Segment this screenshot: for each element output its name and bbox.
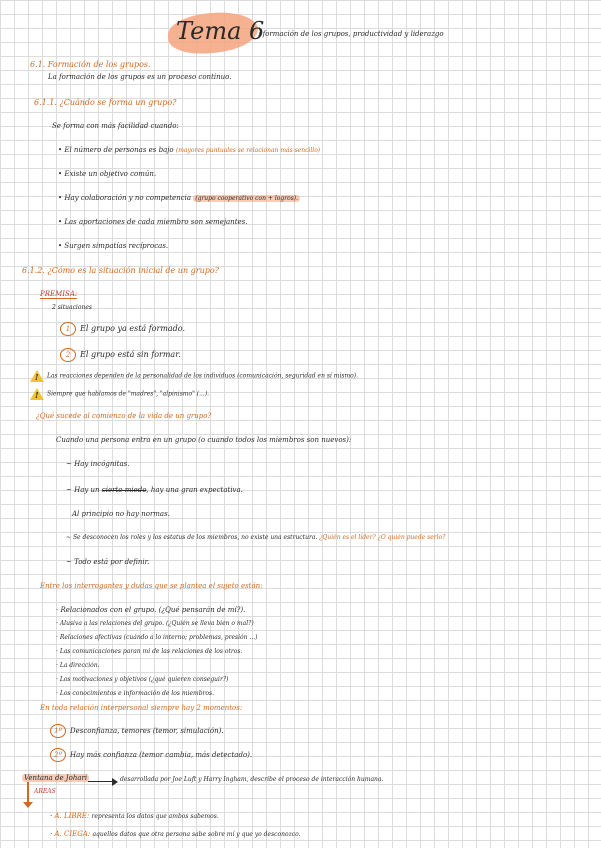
list-item: ~ Hay incógnitas.	[66, 460, 130, 468]
arrow-down-icon	[27, 782, 29, 804]
context-lead: Cuando una persona entra en un grupo (o cuando todos los miembros son nuevos):	[56, 436, 352, 444]
list-item: · La dirección.	[56, 662, 100, 669]
section-6-1-1-heading: 6.1.1. ¿Cuándo se forma un grupo?	[34, 98, 177, 107]
area-ciega: · A. CIEGA: aquellos datos que otra persona sabe sobre mí y que yo desconozco.	[50, 830, 301, 838]
list-item: ~ Hay un cierto miedo, hay una gran expectativa.	[66, 486, 243, 494]
list-item: • Existe un objetivo común.	[58, 170, 157, 178]
list-item: ~ Se desconocen los roles y los estatus de los miembros, no existe una estructura. ¿Quién es el líder? ¿O quién puede serlo?	[66, 534, 446, 541]
warning-2: !Siempre que hablamos de "madres", "alpinismo" (...).	[30, 388, 209, 400]
premise-label: PREMISA:	[40, 290, 78, 298]
page-subtitle: : formación de los grupos, productividad y liderazgo	[258, 30, 444, 38]
list-item: Al principio no hay normas.	[72, 510, 170, 518]
johari-label: Ventana de Johari	[24, 774, 88, 782]
section-6-1-intro: La formación de los grupos es un proceso continuo.	[48, 73, 232, 81]
list-item: • Surgen simpatías recíprocas.	[58, 242, 169, 250]
warning-1: !Las reacciones dependen de la personalidad de los individuos (comunicación, seguridad en sí mismo).	[30, 370, 358, 382]
section-6-1-heading: 6.1. Formación de los grupos.	[30, 60, 151, 69]
two-situations: 2 situaciones	[52, 304, 92, 311]
list-item: · Alusiva a las relaciones del grupo. (¿Quién se lleva bien o mal?)	[56, 620, 254, 627]
moment-2: 2º Hay más confianza (temor cambia, más detectado).	[50, 748, 252, 762]
situation-1: 1 El grupo ya está formado.	[60, 322, 185, 336]
warning-icon	[30, 388, 44, 400]
arrow-right-icon	[88, 781, 116, 782]
list-item: · Las comunicaciones paran mi de las relaciones de los otros.	[56, 648, 243, 655]
questions-lead: Entre los interrogantes y dudas que se plantea el sujeto están:	[40, 582, 263, 590]
area-libre: · A. LIBRE: representa los datos que ambos sabemos.	[50, 812, 219, 820]
list-item: · Los motivaciones y objetivos (¿qué quieren conseguir?)	[56, 676, 229, 683]
page-title: Tema 6	[176, 17, 265, 45]
warning-icon	[30, 370, 44, 382]
situation-2: 2 El grupo está sin formar.	[60, 348, 181, 362]
section-6-1-2-heading: 6.1.2. ¿Cómo es la situación inicial de un grupo?	[22, 266, 219, 275]
list-item: ~ Todo está por definir.	[66, 558, 150, 566]
list-item: • El número de personas es bajo (mayores puntuales se relacionan más sencillo)	[58, 146, 321, 154]
list-item: · Relaciones afectivas (cuándo a lo interno; problemas, presión ...)	[56, 634, 258, 641]
section-6-1-1-lead: Se forma con más facilidad cuando:	[52, 122, 179, 130]
areas-label: AREAS	[34, 788, 56, 795]
moments-lead: En toda relación interpersonal siempre hay 2 momentos:	[40, 704, 243, 712]
johari-desc: desarrollada por Joe Luft y Harry Ingham, describe el proceso de interacción humana.	[120, 776, 384, 783]
list-item: • Hay colaboración y no competencia (grupo cooperativo con + logros).	[58, 194, 299, 202]
context-question: ¿Qué sucede al comienzo de la vida de un grupo?	[36, 412, 212, 420]
list-item: • Las aportaciones de cada miembro son semejantes.	[58, 218, 248, 226]
list-item: · Relacionados con el grupo. (¿Qué pensarán de mí?).	[56, 606, 246, 614]
list-item: · Los conocimientos e información de los miembros.	[56, 690, 215, 697]
moment-1: 1º Desconfianza, temores (temor, simulación).	[50, 724, 224, 738]
